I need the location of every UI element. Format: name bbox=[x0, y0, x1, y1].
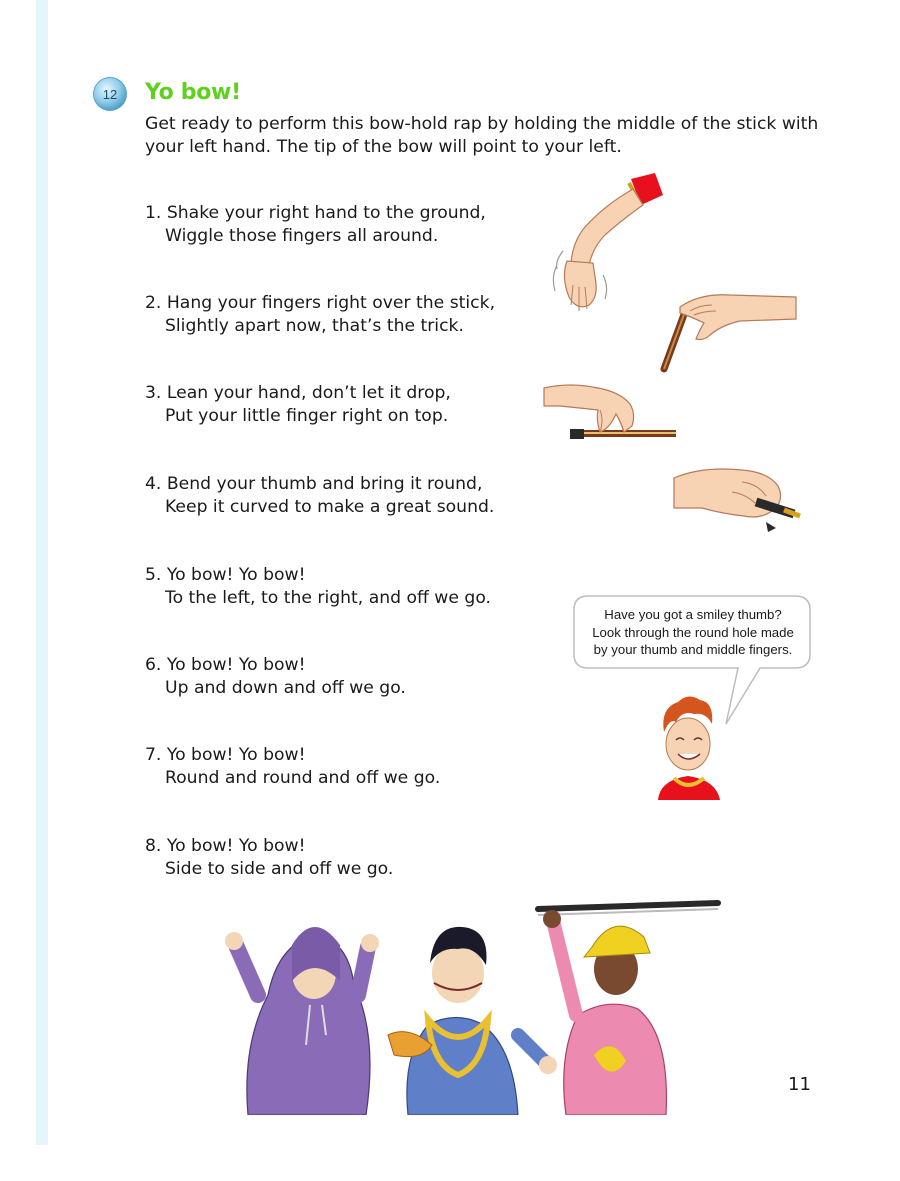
activity-number-badge bbox=[92, 76, 128, 112]
verse-line: Keep it curved to make a great sound. bbox=[165, 497, 495, 517]
verse-line: Wiggle those fingers all around. bbox=[165, 226, 439, 246]
page-margin-strip bbox=[36, 0, 48, 1145]
verse-line: To the left, to the right, and off we go. bbox=[165, 588, 491, 608]
verse-7 bbox=[145, 744, 440, 790]
verse-4 bbox=[145, 473, 494, 519]
verse-1 bbox=[145, 202, 486, 248]
activity-title: Yo bow! bbox=[145, 80, 241, 105]
verse-3 bbox=[145, 382, 451, 428]
verse-8 bbox=[145, 835, 393, 881]
verse-line: 6. Yo bow! Yo bow! bbox=[145, 655, 306, 675]
thumb-bent-illustration bbox=[672, 462, 807, 537]
speech-line: Look through the round hole made bbox=[592, 624, 794, 640]
verse-line: Side to side and off we go. bbox=[165, 859, 394, 879]
speech-bubble bbox=[577, 598, 809, 668]
verse-line: 2. Hang your fingers right over the stick, bbox=[145, 293, 496, 313]
smiling-boy-illustration bbox=[648, 688, 728, 800]
verse-line: 3. Lean your hand, don’t let it drop, bbox=[145, 383, 451, 403]
verse-2 bbox=[145, 292, 495, 338]
speech-line: Have you got a smiley thumb? bbox=[604, 607, 782, 622]
verse-6 bbox=[145, 654, 406, 700]
verse-line: 5. Yo bow! Yo bow! bbox=[145, 565, 306, 585]
verse-line: 7. Yo bow! Yo bow! bbox=[145, 745, 306, 765]
verse-line: Round and round and off we go. bbox=[165, 768, 441, 788]
verse-line: Up and down and off we go. bbox=[165, 678, 406, 698]
verse-line: 8. Yo bow! Yo bow! bbox=[145, 836, 306, 856]
arm-shaking-illustration bbox=[545, 165, 665, 325]
verse-line: 4. Bend your thumb and bring it round, bbox=[145, 474, 483, 494]
speech-line: by your thumb and middle fingers. bbox=[593, 642, 793, 657]
little-finger-on-top-illustration bbox=[540, 380, 680, 450]
verse-5 bbox=[145, 564, 491, 610]
verse-line: Put your little finger right on top. bbox=[165, 406, 449, 426]
verse-line: 1. Shake your right hand to the ground, bbox=[145, 203, 486, 223]
dancing-kids-illustration bbox=[218, 885, 728, 1115]
activity-intro: Get ready to perform this bow-hold rap by holding the middle of the stick with your left hand. The tip of the bow will point to your left. bbox=[145, 114, 819, 157]
activity-number: 12 bbox=[102, 87, 118, 102]
verse-line: Slightly apart now, that’s the trick. bbox=[165, 316, 464, 336]
page-number: 11 bbox=[788, 1074, 811, 1095]
fingers-over-stick-illustration bbox=[660, 285, 800, 375]
